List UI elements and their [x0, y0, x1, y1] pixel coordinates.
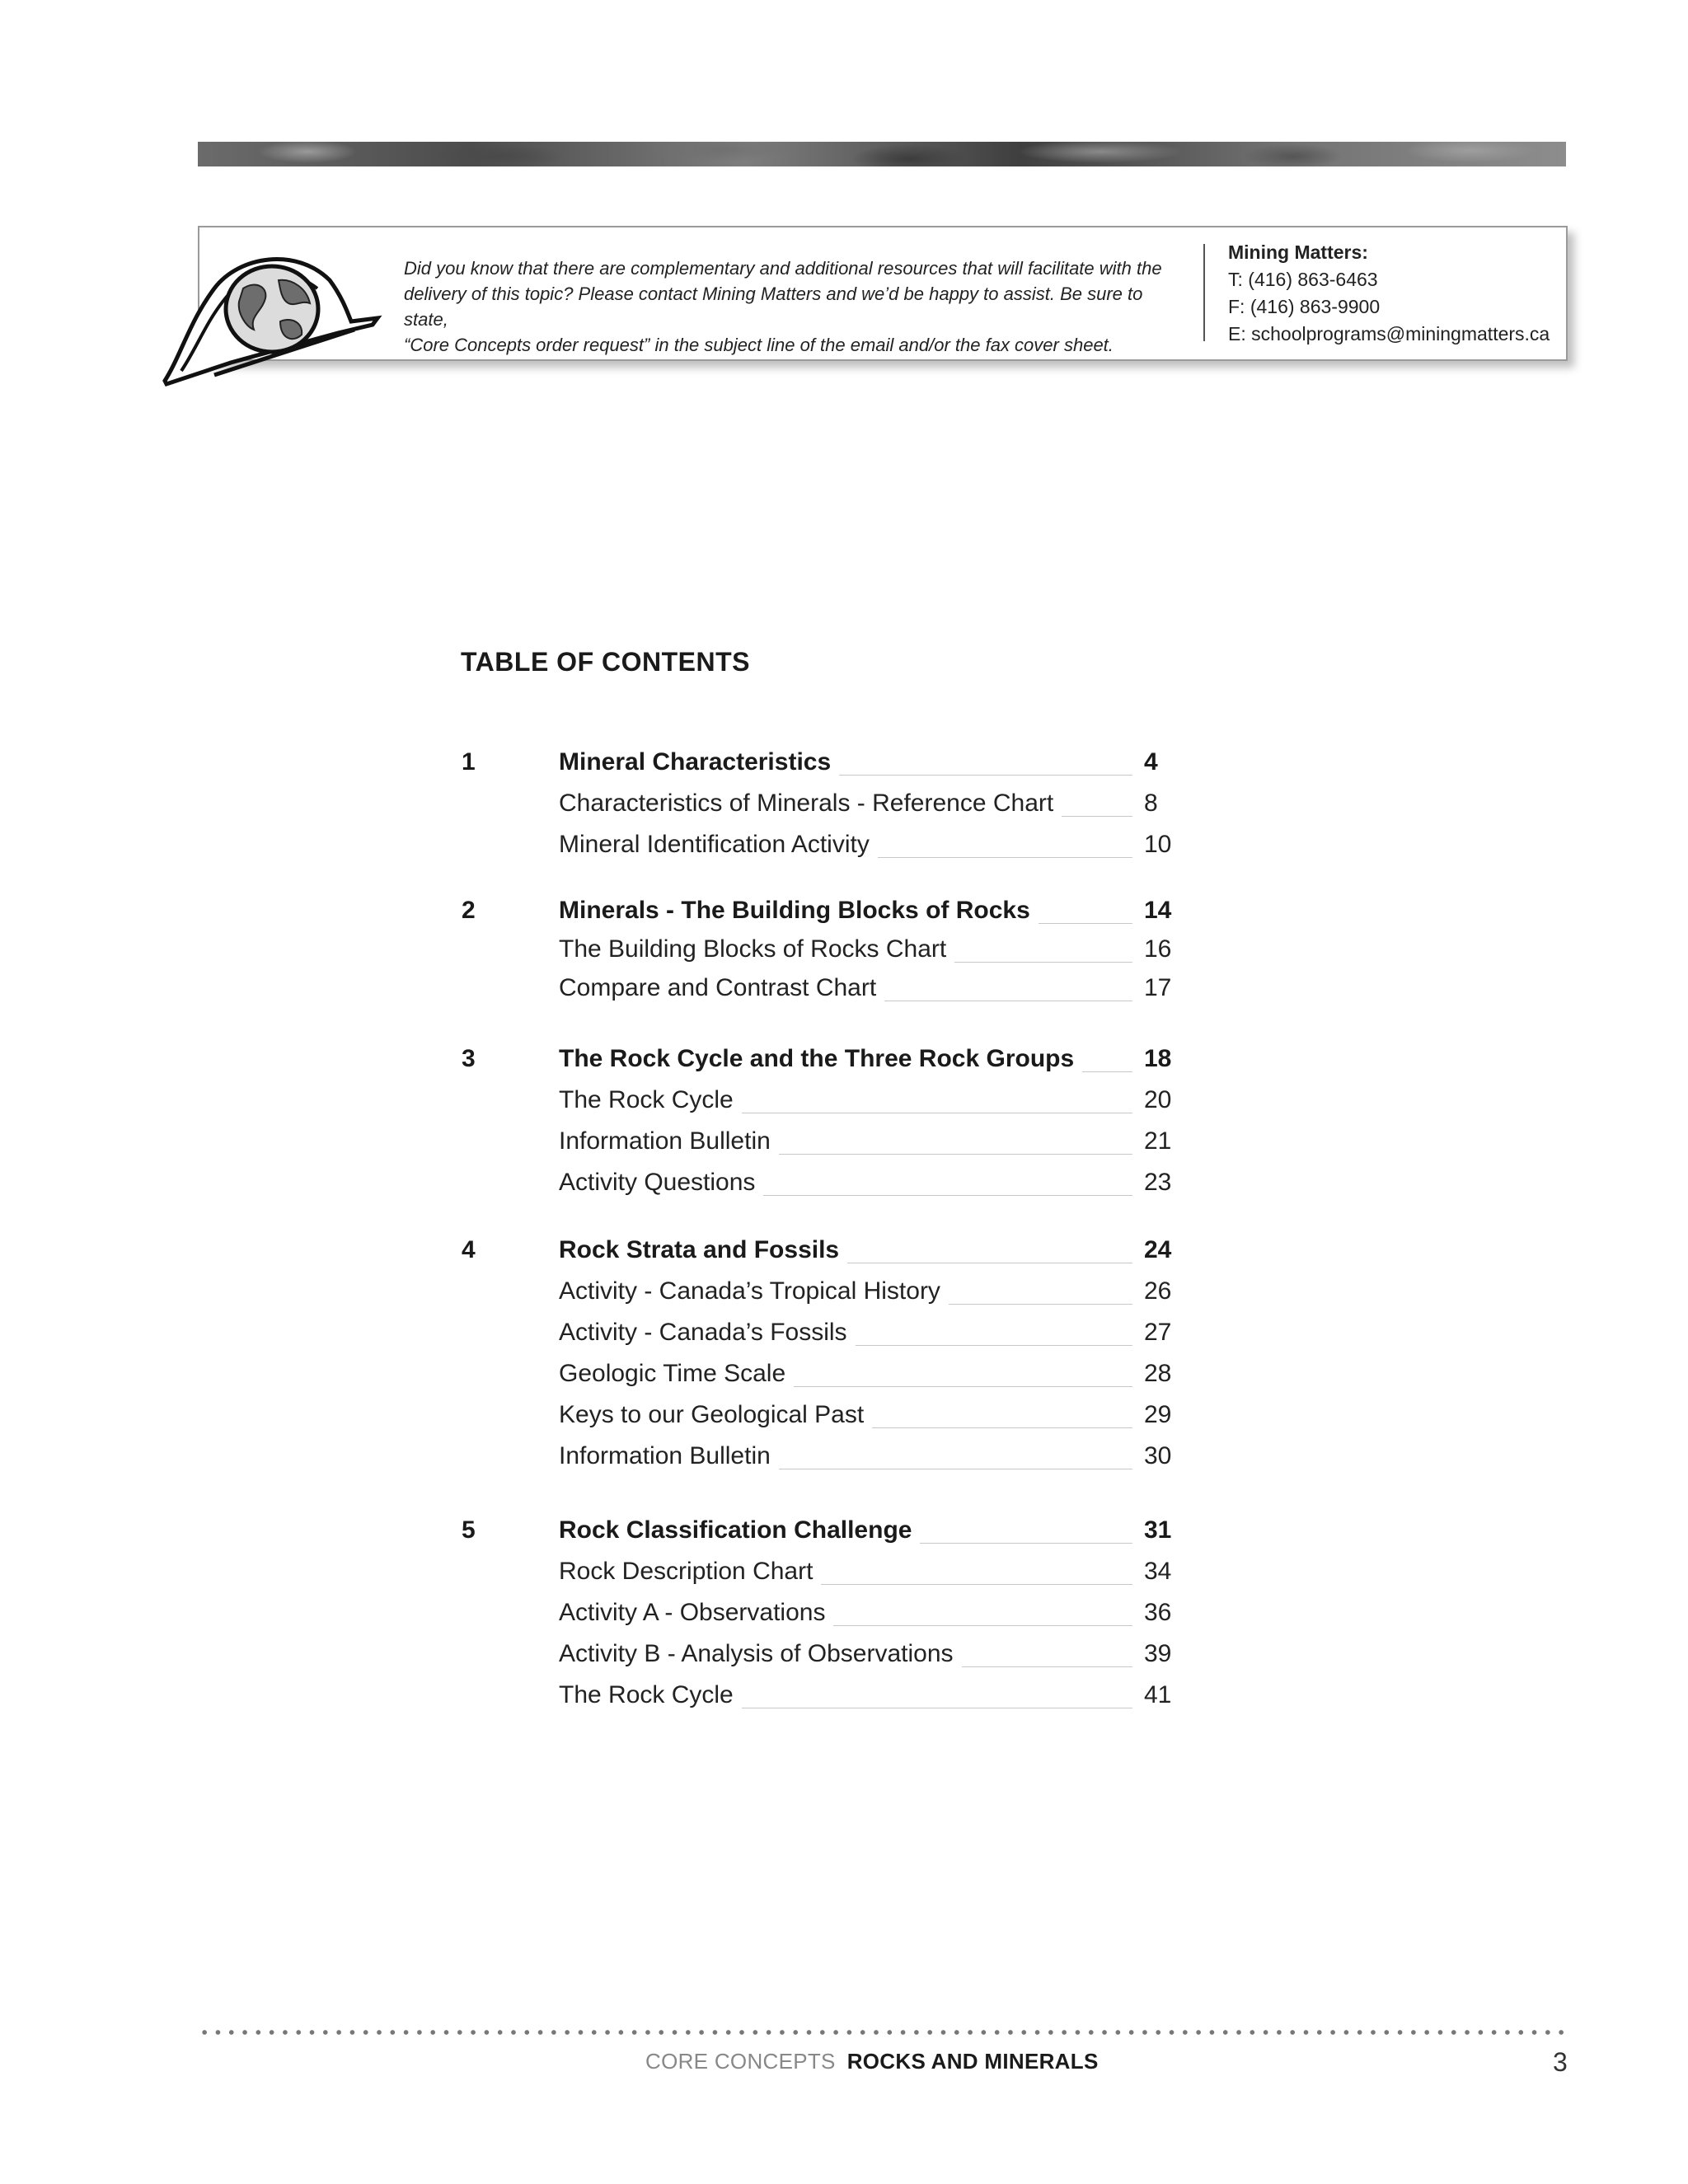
toc-section-number: 3 [462, 1045, 476, 1072]
toc-page-number: 14 [1144, 897, 1172, 924]
toc-entry[interactable] [0, 1236, 1688, 1272]
toc-entry-label: Activity - Canada’s Fossils [559, 1319, 856, 1347]
toc-entry[interactable] [0, 790, 1688, 826]
toc-entry[interactable] [0, 1319, 1688, 1355]
toc-entry[interactable] [0, 935, 1688, 972]
toc-entry-label: Activity A - Observations [559, 1599, 833, 1627]
toc-page-number: 28 [1144, 1360, 1172, 1387]
toc-entry[interactable] [0, 1127, 1688, 1164]
contact-title: Mining Matters: [1228, 241, 1368, 263]
toc-entry[interactable] [0, 1169, 1688, 1205]
toc-page-number: 31 [1144, 1516, 1172, 1544]
toc-entry-label: Information Bulletin [559, 1442, 779, 1470]
footer-series: CORE CONCEPTS [645, 2049, 836, 2074]
toc-entry[interactable] [0, 897, 1688, 933]
toc-page-number: 10 [1144, 831, 1172, 858]
toc-page-number: 36 [1144, 1599, 1172, 1626]
toc-entry[interactable] [0, 1516, 1688, 1553]
toc-entry[interactable] [0, 1640, 1688, 1676]
toc-section-number: 5 [462, 1516, 476, 1544]
toc-entry[interactable] [0, 1599, 1688, 1635]
contact-phone: T: (416) 863-6463 [1228, 269, 1378, 290]
toc-page-number: 29 [1144, 1401, 1172, 1428]
toc-entry-label: Rock Strata and Fossils [559, 1236, 847, 1264]
toc-entry[interactable] [0, 1401, 1688, 1437]
toc-entry[interactable] [0, 1442, 1688, 1479]
toc-entry-label: Activity - Canada’s Tropical History [559, 1277, 949, 1305]
toc-entry-label: Information Bulletin [559, 1127, 779, 1155]
footer-topic: ROCKS AND MINERALS [846, 2049, 1099, 2074]
toc-page-number: 20 [1144, 1086, 1172, 1113]
notice-line: “Core Concepts order request” in the subject line of the email and/or the fax cover sheet. [404, 335, 1114, 355]
toc-page-number: 41 [1144, 1681, 1172, 1708]
contact-fax: F: (416) 863-9900 [1228, 296, 1381, 317]
toc-page-number: 18 [1144, 1045, 1172, 1072]
toc-page-number: 26 [1144, 1277, 1172, 1305]
toc-entry-label: Activity B - Analysis of Observations [559, 1640, 962, 1668]
toc-section-number: 2 [462, 897, 476, 924]
toc-section-number: 4 [462, 1236, 476, 1263]
toc-page-number: 8 [1144, 790, 1158, 817]
toc-entry[interactable] [0, 1681, 1688, 1718]
toc-page-number: 4 [1144, 748, 1158, 776]
toc-entry[interactable] [0, 974, 1688, 1010]
toc-entry-label: The Rock Cycle [559, 1086, 742, 1114]
notice-line: delivery of this topic? Please contact Mining Matters and we’d be happy to assist. Be sure to state, [404, 284, 1143, 330]
toc-entry[interactable] [0, 1558, 1688, 1594]
notice-line: Did you know that there are complementary and additional resources that will facilitate with the [404, 258, 1162, 279]
page-number: 3 [1553, 2047, 1568, 2077]
toc-page-number: 17 [1144, 974, 1172, 1001]
toc-entry-label: The Building Blocks of Rocks Chart [559, 935, 954, 963]
toc-entry-label: Characteristics of Minerals - Reference Chart [559, 790, 1062, 818]
footer-title [645, 2049, 1099, 2074]
toc-entry-label: Mineral Characteristics [559, 748, 839, 776]
toc-entry[interactable] [0, 1277, 1688, 1314]
toc-page-number: 21 [1144, 1127, 1172, 1155]
toc-entry-label: Geologic Time Scale [559, 1360, 794, 1388]
toc-page-number: 23 [1144, 1169, 1172, 1196]
toc-entry[interactable] [0, 1086, 1688, 1122]
toc-entry-label: The Rock Cycle and the Three Rock Groups [559, 1045, 1082, 1073]
footer-dotted-rule [198, 2029, 1566, 2036]
toc-entry-label: Mineral Identification Activity [559, 831, 878, 859]
toc-page-number: 24 [1144, 1236, 1172, 1263]
toc-entry[interactable] [0, 1045, 1688, 1081]
contact-email[interactable]: E: schoolprograms@miningmatters.ca [1228, 323, 1550, 344]
toc-entry[interactable] [0, 748, 1688, 785]
toc-entry-label: Rock Description Chart [559, 1558, 821, 1586]
toc-entry[interactable] [0, 831, 1688, 867]
toc-page-number: 27 [1144, 1319, 1172, 1346]
toc-page-number: 30 [1144, 1442, 1172, 1469]
toc-page-number: 34 [1144, 1558, 1172, 1585]
toc-title: TABLE OF CONTENTS [461, 647, 750, 677]
toc-page-number: 16 [1144, 935, 1172, 963]
toc-page-number: 39 [1144, 1640, 1172, 1667]
toc-section-number: 1 [462, 748, 476, 776]
toc-entry-label: Keys to our Geological Past [559, 1401, 872, 1429]
toc-entry[interactable] [0, 1360, 1688, 1396]
toc-entry-label: Minerals - The Building Blocks of Rocks [559, 897, 1039, 925]
toc-entry-label: Rock Classification Challenge [559, 1516, 920, 1544]
toc-entry-label: The Rock Cycle [559, 1681, 742, 1709]
toc-entry-label: Activity Questions [559, 1169, 763, 1197]
toc-entry-label: Compare and Contrast Chart [559, 974, 884, 1002]
